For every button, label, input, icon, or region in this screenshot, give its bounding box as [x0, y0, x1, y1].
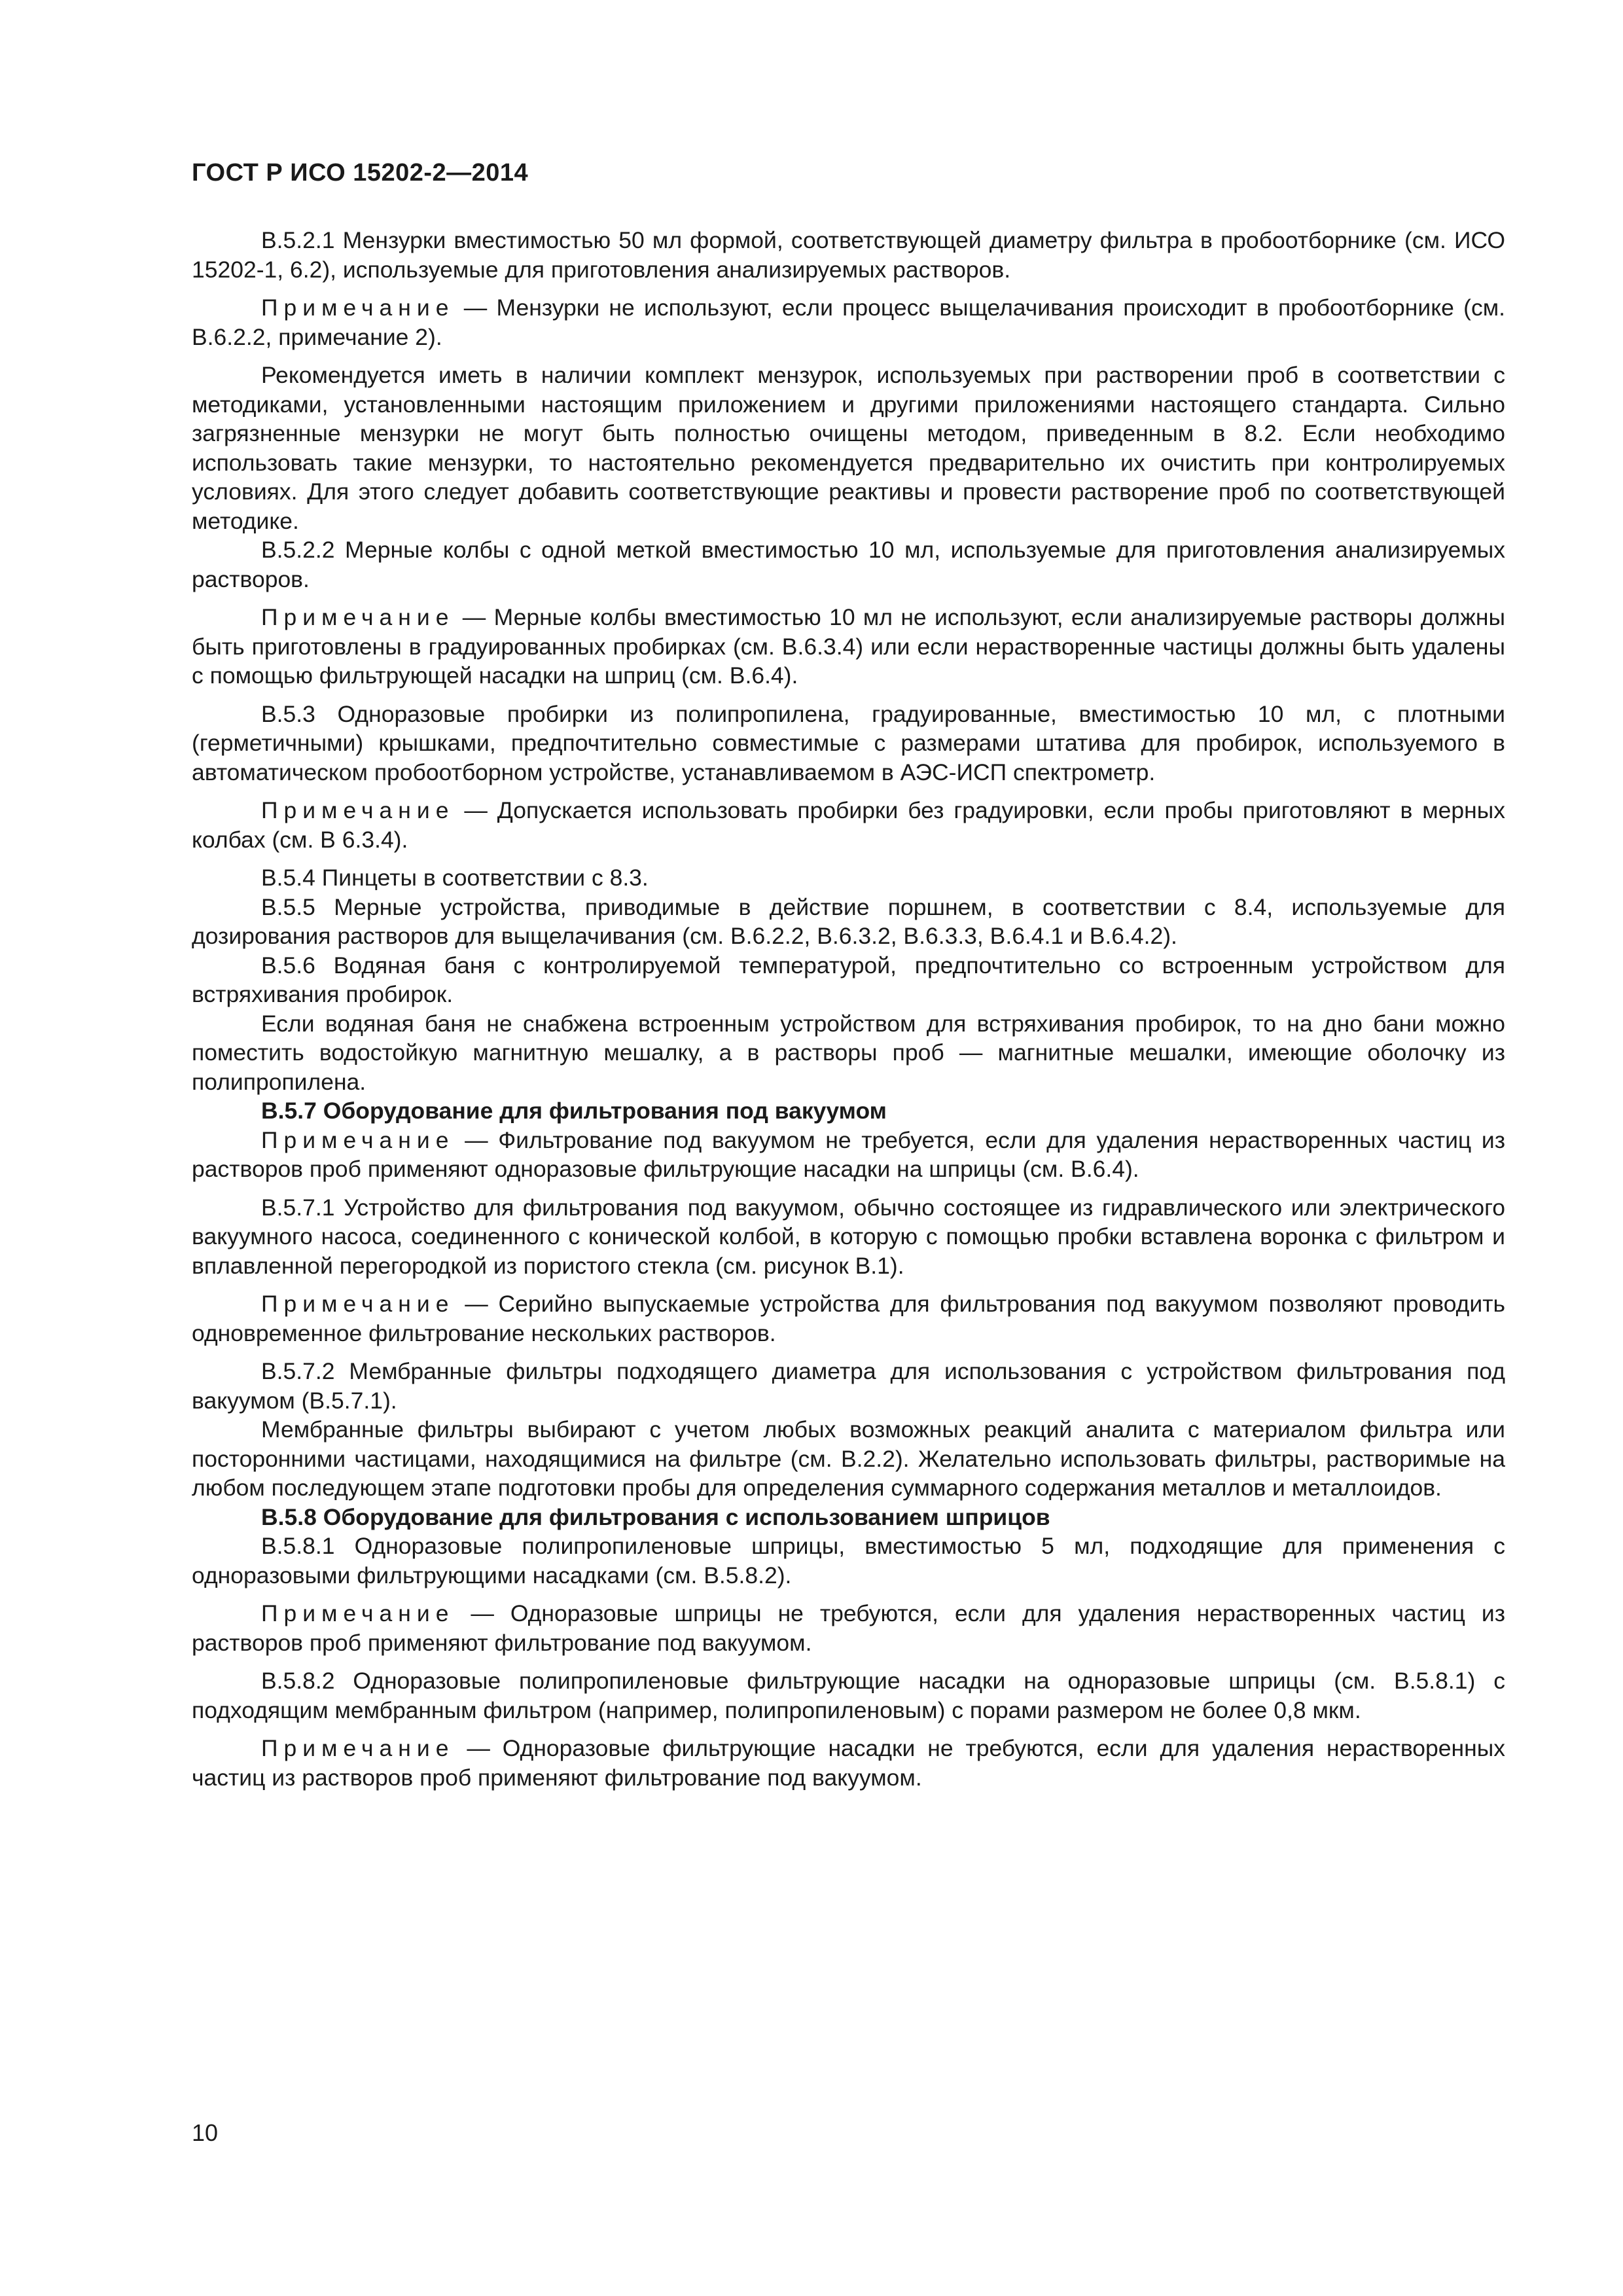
note-text: — Фильтрование под вакуумом не требуется, если для удаления нерастворенных частиц из растворов проб применяют одноразовые фильтрующие насадки на шприцы (см. В.6.4). — [192, 1126, 1505, 1182]
note-label: Примечание — [261, 295, 455, 321]
paragraph-b522: В.5.2.2 Мерные колбы с одной меткой вместимостью 10 мл, используемые для приготовления анализируемых растворов. — [192, 537, 1505, 592]
paragraph-b582: В.5.8.2 Одноразовые полипропиленовые фильтрующие насадки на одноразовые шприцы (см. В.5.8.1) с подходящим мембранным фильтром (например, полипропиленовым) с порами размером не более 0,8 мкм. — [192, 1668, 1505, 1723]
note-text: — Мерные колбы вместимостью 10 мл не используют, если анализируемые растворы должны быть приготовлены в градуированных пробирках (см. В.6.3.4) или если нерастворенные частицы должны быть удалены с помощью фильтрующей насадки на шприц (см. В.6.4). — [192, 604, 1505, 689]
note-text: — Одноразовые фильтрующие насадки не требуются, если для удаления нерастворенных частиц из растворов проб применяют фильтрование под вакуумом. — [192, 1735, 1505, 1791]
note-text: — Мензурки не используют, если процесс выщелачивания происходит в пробоотборнике (см. В.6.2.2, примечание 2). — [192, 295, 1505, 350]
paragraph-b53: В.5.3 Одноразовые пробирки из полипропилена, градуированные, вместимостью 10 мл, с плотными (герметичными) крышками, предпочтительно совместимые с размерами штатива для пробирок, используемого в автоматическом пробоотборном устройстве, устанавливаемом в АЭС-ИСП спектрометр. — [192, 700, 1505, 785]
document-body — [192, 226, 1505, 1792]
note-label: Примечание — [261, 1735, 455, 1761]
paragraph-recommendation: Рекомендуется иметь в наличии комплект мензурок, используемых при растворении проб в соответствии с методиками, установленными настоящим приложением и другими приложениями настоящего стандарта. Сильно загрязненные мензурки не могут быть полностью очищены методом, приведенным в 8.2. Если необходимо использовать такие мензурки, то настоятельно рекомендуется предварительно их очистить при контролируемых условиях. Для этого следует добавить соответствующие реактивы и провести растворение проб по соответствующей методике. — [192, 362, 1505, 534]
paragraph-b572: В.5.7.2 Мембранные фильтры подходящего диаметра для использования с устройством фильтрования под вакуумом (В.5.7.1). — [192, 1358, 1505, 1414]
paragraph-b54: В.5.4 Пинцеты в соответствии с 8.3. — [261, 865, 649, 891]
note-paragraph — [192, 796, 1505, 854]
note-text: — Серийно выпускаемые устройства для фильтрования под вакуумом позволяют проводить одновременное фильтрование нескольких растворов. — [192, 1291, 1505, 1346]
note-label: Примечание — [261, 797, 455, 823]
note-text: — Допускается использовать пробирки без градуировки, если пробы приготовляют в мерных колбах (см. В 6.3.4). — [192, 797, 1505, 853]
note-label: Примечание — [261, 1600, 455, 1626]
note-paragraph — [192, 1126, 1505, 1184]
paragraph-membrane-filters: Мембранные фильтры выбирают с учетом любых возможных реакций аналита с материалом фильтра или посторонними частицами, находящимися на фильтре (см. В.2.2). Желательно использовать фильтры, растворимые на любом последующем этапе подготовки пробы для определения суммарного содержания металлов и металлоидов. — [192, 1416, 1505, 1501]
paragraph-b56: В.5.6 Водяная баня с контролируемой температурой, предпочтительно со встроенным устройством для встряхивания пробирок. — [192, 952, 1505, 1007]
paragraph-b521: В.5.2.1 Мензурки вместимостью 50 мл формой, соответствующей диаметру фильтра в пробоотборнике (см. ИСО 15202-1, 6.2), используемые для приготовления анализируемых растворов. — [192, 227, 1505, 283]
note-label: Примечание — [261, 1126, 455, 1153]
page-number: 10 — [192, 2119, 219, 2146]
subsection-heading-b57: В.5.7 Оборудование для фильтрования под вакуумом — [261, 1098, 887, 1124]
paragraph-b581: В.5.8.1 Одноразовые полипропиленовые шприцы, вместимостью 5 мл, подходящие для применения с одноразовыми фильтрующими насадками (см. В.5.8.2). — [192, 1533, 1505, 1588]
note-paragraph — [192, 1289, 1505, 1348]
document-header: ГОСТ Р ИСО 15202-2—2014 — [192, 159, 529, 187]
note-label: Примечание — [261, 1291, 455, 1317]
paragraph-water-bath: Если водяная баня не снабжена встроенным устройством для встряхивания пробирок, то на дно бани можно поместить водостойкую магнитную мешалку, а в растворы проб — магнитные мешалки, имеющие оболочку из полипропилена. — [192, 1010, 1505, 1095]
note-paragraph — [192, 1599, 1505, 1657]
paragraph-b571: В.5.7.1 Устройство для фильтрования под вакуумом, обычно состоящее из гидравлического или электрического вакуумного насоса, соединенного с конической колбой, в которую с помощью пробки вставлена воронка с фильтром и вплавленной перегородкой из пористого стекла (см. рисунок В.1). — [192, 1194, 1505, 1279]
note-paragraph — [192, 1734, 1505, 1792]
note-text: — Одноразовые шприцы не требуются, если для удаления нерастворенных частиц из растворов проб применяют фильтрование под вакуумом. — [192, 1600, 1505, 1656]
note-label: Примечание — [261, 604, 455, 630]
subsection-heading-b58: В.5.8 Оборудование для фильтрования с использованием шприцов — [261, 1503, 1050, 1530]
paragraph-b55: В.5.5 Мерные устройства, приводимые в действие поршнем, в соответствии с 8.4, используемые для дозирования растворов для выщелачивания (см. В.6.2.2, В.6.3.2, В.6.3.3, В.6.4.1 и В.6.4.2). — [192, 893, 1505, 949]
note-paragraph — [192, 293, 1505, 351]
note-paragraph — [192, 603, 1505, 691]
